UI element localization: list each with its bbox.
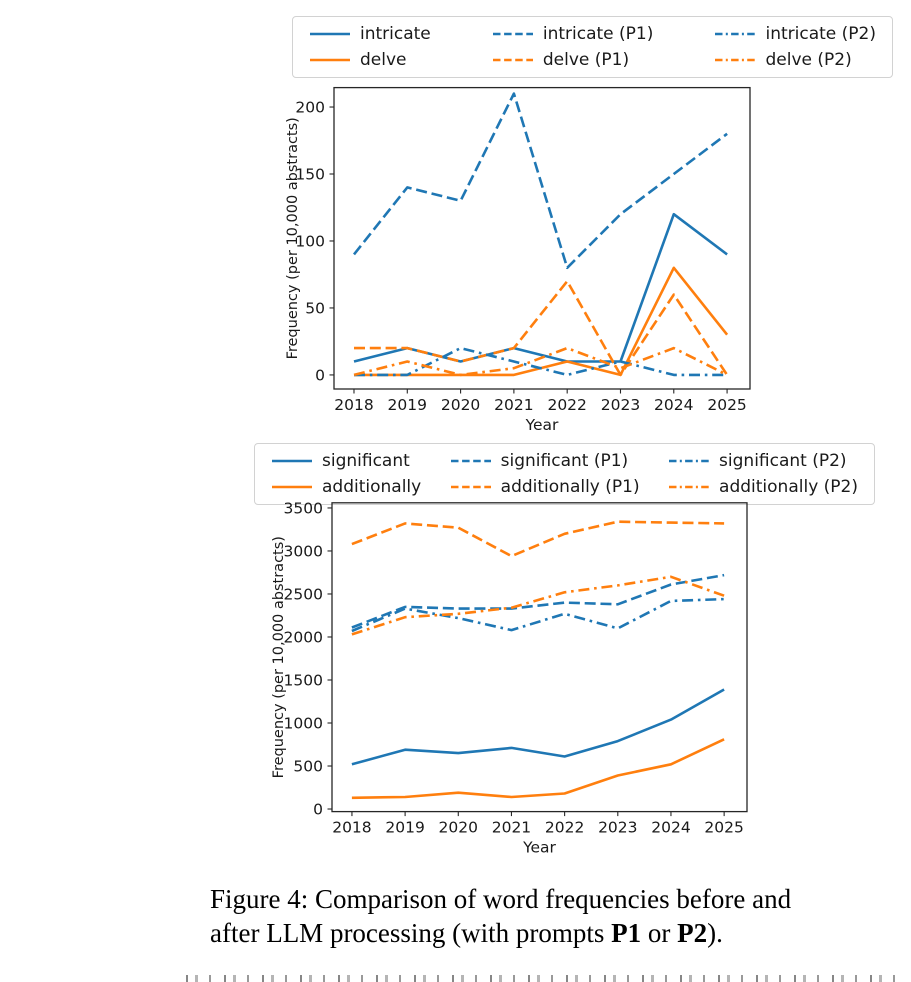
legend-label: delve [360, 49, 407, 70]
top-chart [285, 88, 750, 434]
x-tick-label: 2023 [600, 396, 641, 414]
y-axis-label: Frequency (per 10,000 abstracts) [271, 536, 287, 779]
x-axis-label: Year [523, 838, 556, 857]
y-tick-label: 50 [305, 299, 325, 318]
caption-line1: Figure 4: Comparison of word frequencies before and [210, 884, 792, 914]
y-axis-label: Frequency (per 10,000 abstracts) [285, 117, 301, 360]
y-tick-label: 3000 [283, 542, 323, 561]
series-line-delve-p2- [354, 348, 727, 375]
caption-prompt-p1: P1 [611, 918, 642, 948]
caption-line2-mid: or [641, 918, 678, 948]
x-axis-label: Year [525, 416, 559, 434]
y-tick-label: 100 [295, 232, 325, 251]
y-tick-label: 150 [295, 165, 325, 184]
legend-label: intricate [360, 23, 431, 44]
x-tick-label: 2025 [704, 818, 744, 837]
legend-label: significant [322, 450, 410, 471]
plot-frame [332, 503, 747, 812]
x-tick-label: 2018 [334, 396, 374, 414]
clipped-next-text-line [186, 975, 906, 982]
y-tick-label: 200 [295, 98, 325, 117]
series-line-intricate-p1- [354, 94, 727, 268]
bottom-chart [271, 499, 747, 856]
series-line-intricate [354, 214, 727, 361]
y-tick-label: 1000 [283, 714, 323, 733]
x-tick-label: 2025 [707, 396, 747, 414]
legend-label: delve (P2) [765, 49, 852, 70]
figure-caption [210, 882, 910, 950]
y-tick-label: 0 [315, 366, 325, 385]
caption-prompt-p2: P2 [677, 918, 708, 948]
legend-label: delve (P1) [542, 49, 630, 70]
y-tick-label: 2500 [283, 585, 323, 604]
x-tick-label: 2023 [598, 818, 638, 837]
legend-label: intricate (P1) [542, 23, 654, 44]
x-tick-label: 2019 [387, 396, 428, 414]
x-tick-label: 2022 [547, 396, 587, 414]
y-tick-label: 3500 [283, 499, 323, 518]
y-tick-label: 500 [293, 757, 323, 776]
caption-line2-pre: after LLM processing (with prompts [210, 918, 612, 948]
legend-label: additionally (P1) [500, 476, 640, 497]
y-tick-label: 1500 [283, 671, 323, 690]
series-line-significant-p2- [352, 599, 724, 631]
legend-label: additionally (P2) [719, 476, 858, 497]
legend-label: intricate (P2) [765, 23, 876, 44]
x-tick-label: 2024 [654, 396, 694, 414]
series-line-significant [352, 690, 724, 765]
legend-label: significant (P2) [719, 450, 847, 471]
series-line-additionally-p1- [352, 522, 724, 556]
x-tick-label: 2019 [385, 818, 425, 837]
plot-frame [334, 88, 750, 389]
x-tick-label: 2021 [494, 396, 534, 414]
legend-label: additionally [322, 476, 422, 497]
x-tick-label: 2020 [438, 818, 479, 837]
series-line-additionally [352, 739, 724, 798]
x-tick-label: 2024 [651, 818, 691, 837]
y-tick-label: 2000 [283, 628, 323, 647]
x-tick-label: 2020 [440, 396, 481, 414]
x-tick-label: 2021 [491, 818, 532, 837]
x-tick-label: 2018 [332, 818, 372, 837]
caption-line2-end: ). [707, 918, 723, 948]
series-line-intricate-p2- [354, 348, 727, 375]
legend-label: significant (P1) [500, 450, 629, 471]
y-tick-label: 0 [313, 800, 323, 819]
x-tick-label: 2022 [544, 818, 585, 837]
